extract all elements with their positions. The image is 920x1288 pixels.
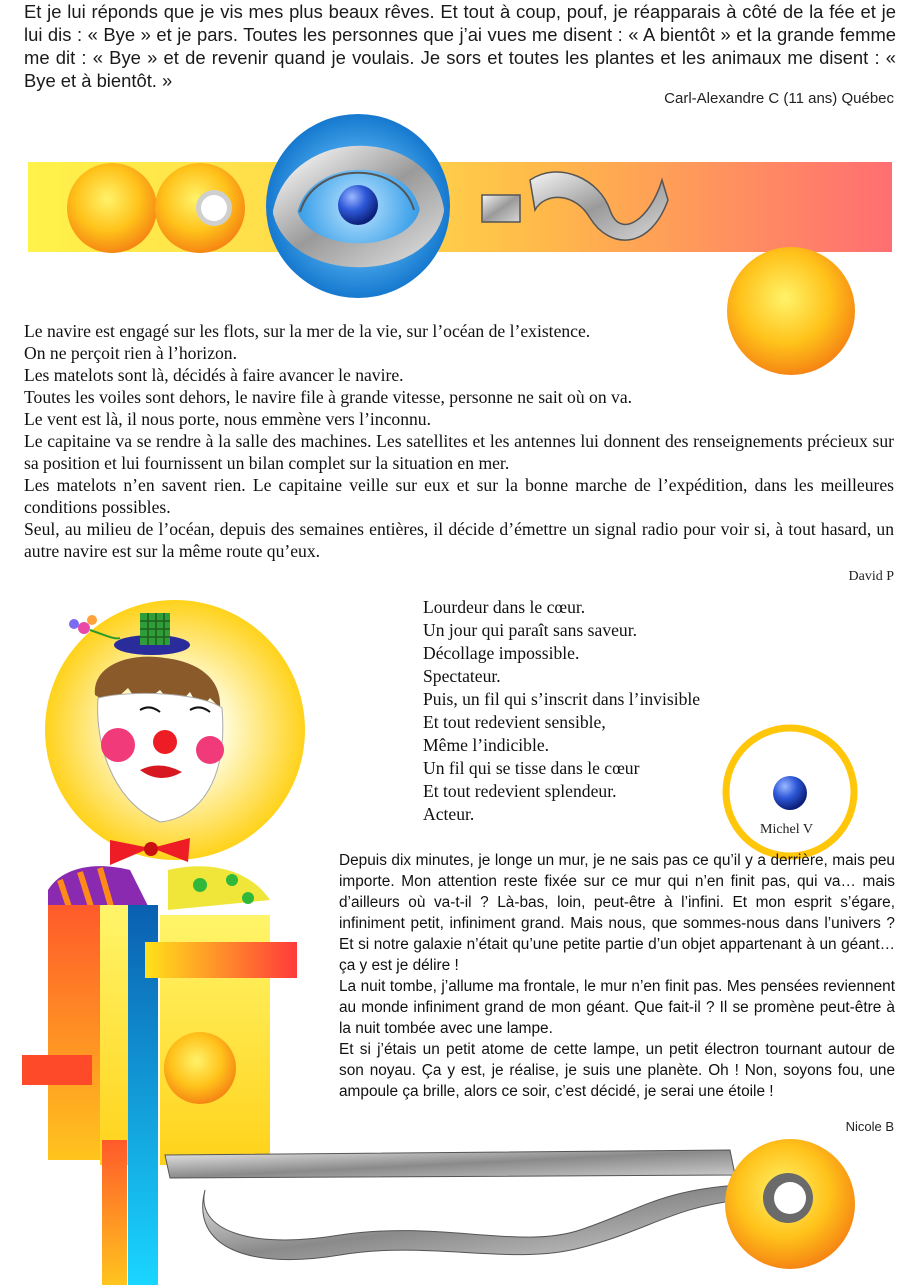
navire-line: Le vent est là, il nous porte, nous emmène vers l’inconnu. bbox=[24, 409, 432, 429]
signature-carl-alexandre: Carl-Alexandre C (11 ans) Québec bbox=[664, 90, 894, 107]
intro-paragraph: Et je lui réponds que je vis mes plus beaux rêves. Et tout à coup, pouf, je réapparais à côté de la fée et je lui dis : « Bye » et je pars. Toutes les personnes que j’ai vues me disent : « A bientôt » et la grande femme me dit : « Bye » et de revenir quand je voulais. Je sors et toutes les plantes et les animaux me disent : « Bye et à bientôt. » bbox=[24, 1, 896, 91]
signature-david: David P bbox=[848, 569, 894, 584]
ring-with-ball-illustration bbox=[720, 722, 860, 862]
mur-paragraph: La nuit tombe, j’allume ma frontale, le mur n’en finit pas. Mes pensées reviennent au monde infiniment grand de mon géant. Que fait-il ? Il se promène peut-être à la nuit tombée avec une lampe. bbox=[339, 978, 895, 1037]
navire-line: Les matelots n’en savent rien. Le capitaine veille sur eux et sur la bonne marche de l’expédition, dans les meilleures conditions possibles. bbox=[24, 475, 894, 517]
poem-line: Même l’indicible. bbox=[423, 735, 550, 755]
poem-line: Décollage impossible. bbox=[423, 643, 580, 663]
poem-line: Et tout redevient splendeur. bbox=[423, 781, 617, 801]
poem-line: Puis, un fil qui s’inscrit dans l’invisible bbox=[423, 689, 701, 709]
mur-paragraph: Et si j’étais un petit atome de cette lampe, un petit électron tournant autour de son noyau. Ça y est, je réalise, je suis une planète. Oh ! Non, soyons fou, une ampoule ça brille, alors ce soir, c’est décidé, je serai une étoile ! bbox=[339, 1041, 895, 1100]
navire-line: Le navire est engagé sur les flots, sur la mer de la vie, sur l’océan de l’existence. bbox=[24, 321, 591, 341]
poem-line: Et tout redevient sensible, bbox=[423, 712, 606, 732]
navire-line: On ne perçoit rien à l’horizon. bbox=[24, 343, 237, 363]
poem-line: Un fil qui se tisse dans le cœur bbox=[423, 758, 640, 778]
navire-line: Seul, au milieu de l’océan, depuis des semaines entières, il décide d’émettre un signal radio pour voir si, à tout hasard, un autre navire est sur la même route qu’eux. bbox=[24, 519, 894, 561]
signature-nicole: Nicole B bbox=[845, 1119, 894, 1134]
poem-line: Acteur. bbox=[423, 804, 475, 824]
navire-line: Les matelots sont là, décidés à faire avancer le navire. bbox=[24, 365, 404, 385]
signature-michel: Michel V bbox=[760, 822, 814, 837]
bottom-ribbon-illustration bbox=[100, 1130, 920, 1288]
navire-text-block bbox=[24, 320, 894, 562]
poem-line: Spectateur. bbox=[423, 666, 501, 686]
navire-line: Toutes les voiles sont dehors, le navire file à grande vitesse, personne ne sait où on va. bbox=[24, 387, 633, 407]
mur-paragraph: Depuis dix minutes, je longe un mur, je ne sais pas ce qu’il y a derrière, mais peu importe. Mon attention reste fixée sur ce mur qui n’en finit pas, qui va… mais d’ailleurs où va-t-il ? Là-bas, loin, peut-être à l’infini. Et mon esprit s’égare, infiniment petit, infiniment grand. Mais nous, que sommes-nous dans l’univers ? Et si notre galaxie n’était qu’une petite partie d’un objet appartenant à un géant… ça y est je délire ! bbox=[339, 852, 895, 974]
poem-line: Lourdeur dans le cœur. bbox=[423, 597, 586, 617]
mur-text-block bbox=[339, 850, 895, 1102]
intro-text-block bbox=[24, 0, 896, 92]
poem-line: Un jour qui paraît sans saveur. bbox=[423, 620, 638, 640]
navire-line: Le capitaine va se rendre à la salle des machines. Les satellites et les antennes lui donnent des renseignements précieux sur sa position et lui fournissent un bilan complet sur la situation en mer. bbox=[24, 431, 894, 473]
poem-text-block bbox=[423, 596, 763, 826]
